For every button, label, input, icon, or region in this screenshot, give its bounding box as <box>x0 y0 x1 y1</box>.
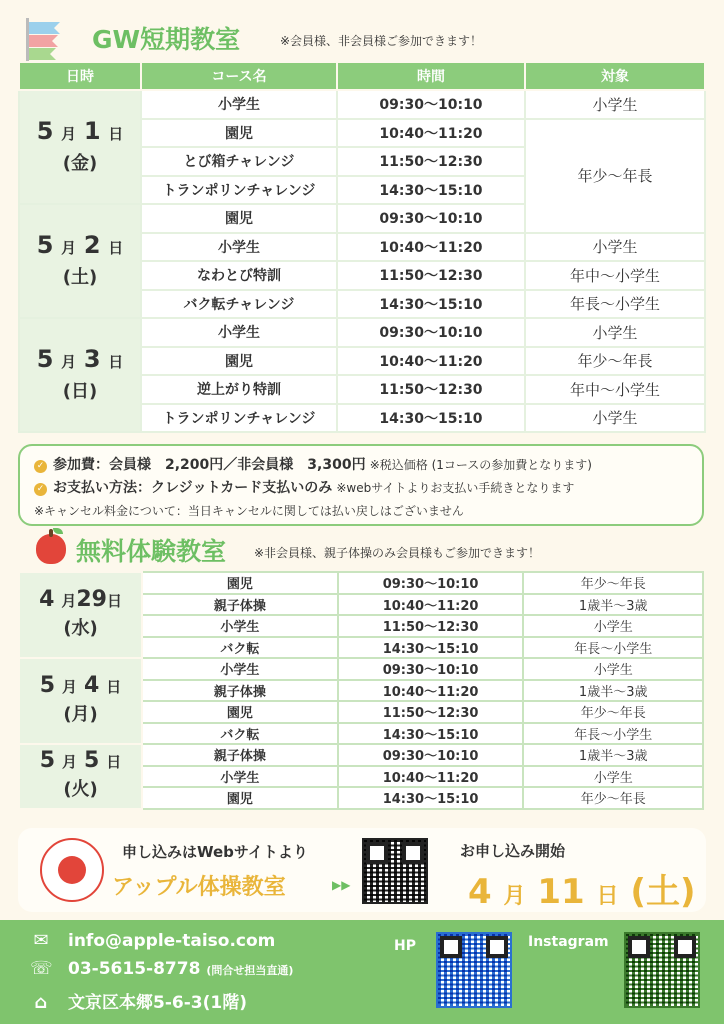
fee-line <box>34 454 688 477</box>
date-day: 29 <box>76 587 107 612</box>
target-cell: 年長〜小学生 <box>523 723 703 745</box>
table-row <box>19 318 705 347</box>
time-cell: 10:40〜11:20 <box>338 680 524 702</box>
course-cell: 小学生 <box>141 233 337 262</box>
start-day: 11 <box>537 872 585 912</box>
hp-qr-code[interactable] <box>436 932 512 1008</box>
trial-title: 無料体験教室 <box>76 537 227 566</box>
target-cell: 小学生 <box>525 318 705 347</box>
arrow-right-icon: ▶▶ <box>332 878 351 892</box>
target-cell: 小学生 <box>523 615 703 637</box>
header-datetime: 日時 <box>19 62 141 90</box>
course-cell: 小学生 <box>142 615 338 637</box>
day-unit: 日 <box>106 678 122 696</box>
address: 文京区本郷5-6-3(1階) <box>68 993 247 1013</box>
target-cell: 小学生 <box>523 766 703 788</box>
date-cell <box>19 204 141 318</box>
time-cell: 10:40〜11:20 <box>338 594 524 616</box>
phone-icon: ☏ <box>30 958 53 979</box>
trial-title-row <box>36 532 716 566</box>
time-cell: 09:30〜10:10 <box>338 572 524 594</box>
time-cell: 11:50〜12:30 <box>337 261 525 290</box>
payment-line <box>34 477 688 500</box>
date-month: 4 <box>39 587 55 612</box>
day-unit: 日 <box>106 753 122 772</box>
payment-label: お支払い方法：クレジットカード支払いのみ <box>53 480 333 496</box>
date-weekday: (月) <box>63 704 98 725</box>
day-unit: 日 <box>108 352 124 371</box>
trial-note: ※非会員様、親子体操のみ会員様もご参加できます！ <box>254 546 541 560</box>
course-cell: 園児 <box>142 701 338 723</box>
date-cell <box>19 318 141 432</box>
target-cell: 1歳半〜3歳 <box>523 744 703 766</box>
time-cell: 11:50〜12:30 <box>338 701 524 723</box>
target-cell: 年少〜年長 <box>523 572 703 594</box>
gw-note: ※会員様、非会員様ご参加できます！ <box>280 34 483 48</box>
course-cell: 小学生 <box>141 90 337 119</box>
apply-box <box>18 828 706 912</box>
time-cell: 14:30〜15:10 <box>338 637 524 659</box>
time-cell: 10:40〜11:20 <box>337 233 525 262</box>
date-month: 5 <box>39 748 56 774</box>
check-icon: ✓ <box>34 460 47 473</box>
course-cell: 親子体操 <box>142 594 338 616</box>
target-cell: 年少〜年長 <box>523 787 703 809</box>
target-cell: 年中〜小学生 <box>525 261 705 290</box>
address-line <box>30 988 247 1013</box>
day-unit: 日 <box>596 884 619 909</box>
table-row <box>19 90 705 119</box>
phone-line <box>30 958 293 979</box>
date-weekday: (金) <box>62 152 98 174</box>
target-cell: 小学生 <box>523 658 703 680</box>
check-icon: ✓ <box>34 483 47 496</box>
month-unit: 月 <box>61 592 77 610</box>
koinobori-flag-icon <box>24 18 64 62</box>
time-cell: 09:30〜10:10 <box>337 318 525 347</box>
time-cell: 09:30〜10:10 <box>338 744 524 766</box>
gw-title-row <box>18 18 708 58</box>
phone-note: (問合せ担当直通) <box>206 964 294 977</box>
month-unit: 月 <box>61 352 77 371</box>
date-month: 5 <box>36 116 54 145</box>
course-cell: バク転 <box>142 637 338 659</box>
target-cell: 小学生 <box>525 90 705 119</box>
table-row <box>19 572 703 594</box>
date-day: 2 <box>83 230 101 259</box>
course-cell: 園児 <box>142 572 338 594</box>
time-cell: 11:50〜12:30 <box>337 147 525 176</box>
time-cell: 14:30〜15:10 <box>337 404 525 433</box>
course-cell: 親子体操 <box>142 744 338 766</box>
target-cell: 年中〜小学生 <box>525 375 705 404</box>
target-cell: 1歳半〜3歳 <box>523 680 703 702</box>
course-cell: トランポリンチャレンジ <box>141 404 337 433</box>
course-cell: バク転チャレンジ <box>141 290 337 319</box>
date-month: 5 <box>36 344 54 373</box>
table-header-row <box>19 62 705 90</box>
date-month: 5 <box>39 673 56 698</box>
mail-icon: ✉ <box>33 930 49 951</box>
cancel-note: ※キャンセル料金について：当日キャンセルに関しては払い戻しはございません <box>34 504 464 518</box>
course-cell: とび箱チャレンジ <box>141 147 337 176</box>
apply-text: 申し込みはWebサイトより <box>122 843 308 861</box>
month-unit: 月 <box>61 238 77 257</box>
time-cell: 10:40〜11:20 <box>337 119 525 148</box>
day-unit: 日 <box>106 592 122 610</box>
time-cell: 10:40〜11:20 <box>337 347 525 376</box>
month-unit: 月 <box>62 753 78 772</box>
payment-note: ※webサイトよりお支払い手続きとなります <box>336 481 575 495</box>
time-cell: 14:30〜15:10 <box>338 723 524 745</box>
date-month: 5 <box>36 230 54 259</box>
time-cell: 10:40〜11:20 <box>338 766 524 788</box>
start-date <box>468 864 695 913</box>
fee-note: ※税込価格 (1コースの参加費となります) <box>369 458 592 472</box>
start-label: お申し込み開始 <box>460 842 566 860</box>
instagram-label: Instagram <box>528 934 609 950</box>
instagram-qr-code[interactable] <box>624 932 700 1008</box>
target-cell: 小学生 <box>525 233 705 262</box>
fee-label: 参加費：会員様 2,200円／非会員様 3,300円 <box>53 457 366 473</box>
target-cell: 年長〜小学生 <box>523 637 703 659</box>
footer <box>0 920 724 1024</box>
date-cell <box>19 744 142 809</box>
month-unit: 月 <box>503 884 526 909</box>
target-cell: 小学生 <box>525 404 705 433</box>
time-cell: 11:50〜12:30 <box>337 375 525 404</box>
course-cell: トランポリンチャレンジ <box>141 176 337 205</box>
start-weekday: (土) <box>630 872 696 912</box>
gw-title: GW短期教室 <box>92 25 241 54</box>
header-time: 時間 <box>337 62 525 90</box>
month-unit: 月 <box>61 124 77 143</box>
date-day: 5 <box>84 748 100 774</box>
course-cell: 小学生 <box>142 658 338 680</box>
time-cell: 14:30〜15:10 <box>337 176 525 205</box>
email-line <box>30 930 275 951</box>
time-cell: 14:30〜15:10 <box>338 787 524 809</box>
course-cell: バク転 <box>142 723 338 745</box>
course-cell: 園児 <box>141 119 337 148</box>
course-cell: 逆上がり特訓 <box>141 375 337 404</box>
apple-icon <box>36 534 66 564</box>
header-target: 対象 <box>525 62 705 90</box>
date-weekday: (土) <box>62 266 98 288</box>
gw-schedule-table <box>18 61 706 433</box>
date-cell <box>19 658 142 744</box>
start-month: 4 <box>468 872 492 912</box>
target-cell: 1歳半〜3歳 <box>523 594 703 616</box>
brand-link[interactable]: アップル体操教室 <box>112 875 286 900</box>
home-icon: ⌂ <box>34 992 48 1013</box>
date-cell <box>19 572 142 658</box>
target-cell: 年少〜年長 <box>525 119 705 233</box>
hp-label: HP <box>394 938 416 954</box>
date-weekday: (日) <box>62 380 98 402</box>
time-cell: 09:30〜10:10 <box>337 90 525 119</box>
time-cell: 14:30〜15:10 <box>337 290 525 319</box>
time-cell: 09:30〜10:10 <box>337 204 525 233</box>
phone-number[interactable]: 03-5615-8778 <box>68 959 201 979</box>
target-cell: 年少〜年長 <box>525 347 705 376</box>
day-unit: 日 <box>108 124 124 143</box>
target-cell: 年長〜小学生 <box>525 290 705 319</box>
date-day: 3 <box>83 344 101 373</box>
day-unit: 日 <box>108 238 124 257</box>
table-row <box>19 744 703 766</box>
target-cell: 年少〜年長 <box>523 701 703 723</box>
apply-qr-code[interactable] <box>362 838 428 904</box>
table-row <box>19 658 703 680</box>
date-weekday: (水) <box>63 618 98 639</box>
course-cell: 親子体操 <box>142 680 338 702</box>
fee-info-box <box>18 444 704 526</box>
course-cell: 小学生 <box>141 318 337 347</box>
header-course: コース名 <box>141 62 337 90</box>
time-cell: 11:50〜12:30 <box>338 615 524 637</box>
email-link[interactable]: info@apple-taiso.com <box>68 931 276 951</box>
course-cell: 園児 <box>141 347 337 376</box>
trial-schedule-table <box>18 571 704 810</box>
date-weekday: (火) <box>63 779 98 801</box>
course-cell: 園児 <box>141 204 337 233</box>
date-day: 1 <box>83 116 101 145</box>
apple-gym-logo <box>40 838 104 902</box>
time-cell: 09:30〜10:10 <box>338 658 524 680</box>
course-cell: 園児 <box>142 787 338 809</box>
course-cell: 小学生 <box>142 766 338 788</box>
month-unit: 月 <box>62 678 78 696</box>
date-day: 4 <box>84 673 100 698</box>
course-cell: なわとび特訓 <box>141 261 337 290</box>
date-cell <box>19 90 141 204</box>
